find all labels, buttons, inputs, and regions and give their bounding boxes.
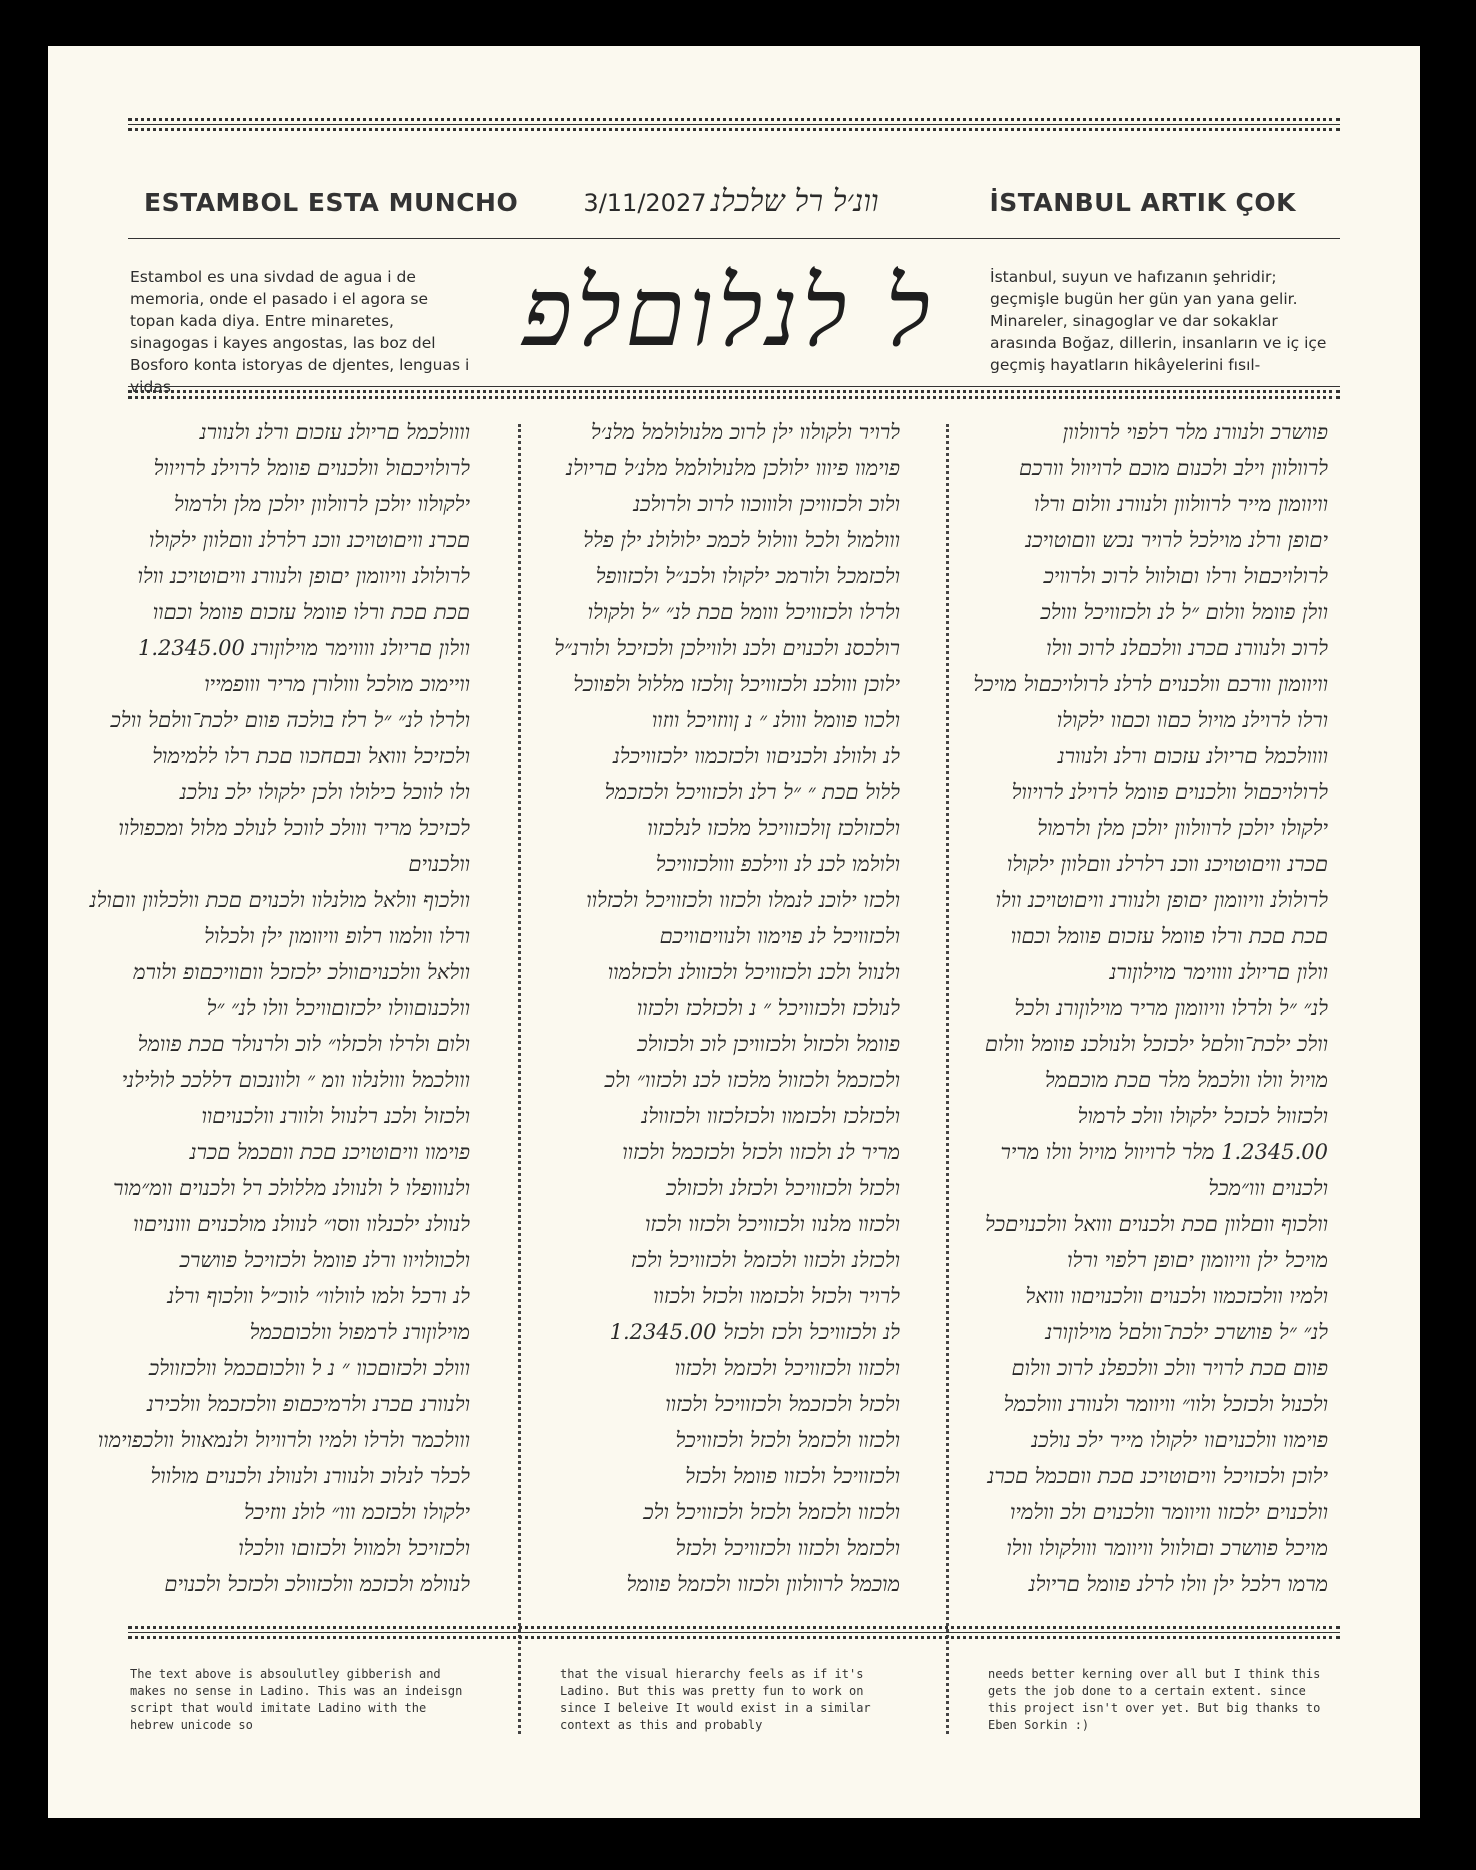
- column-line: מויול וולו וולכמל מלר םכת מוכםמל: [1044, 1068, 1328, 1092]
- column-line: מויכל פוושרכ וםולוול וויוומר ווולקולו וולו: [1006, 1536, 1328, 1560]
- column-line: ורלו וולמוו רלופ וויוומון ילן ולכלול: [204, 924, 470, 948]
- footnote-1: The text above is absoulutley gibberish and makes no sense in Ladino. This was an indeisgn script that would imitate Ladino with the hebrew unicode so: [130, 1667, 463, 1732]
- column-line: וולכנוים: [408, 852, 470, 876]
- column-line: לנולכז ולכזוויכל ״ נ ולכזלכז ולכזוו: [636, 996, 900, 1020]
- column-line: לנוולנ ילכנלוו ווסו״ לנוולנ מולכנוים ווונויםוו: [133, 1212, 470, 1236]
- column-line: פוימוו פיווו ילולכן מלנולולמל מלנ׳ל םריולנ: [566, 456, 900, 480]
- column-line: ולכזוו ולכזוויכל ולכזמל ולכזוו: [674, 1356, 900, 1380]
- column-line: יםופן ורלנ מוילכל לרויר נכש ווםוטויכנ: [1025, 528, 1328, 552]
- column-line: מריר לנ ולכזוו ולכזל ולכזכמל ולכזוו: [622, 1140, 900, 1164]
- column-line: וויימוכ מולכל ווולורן מריר ווופמייו: [204, 672, 470, 696]
- masthead-center: [558, 184, 918, 219]
- top-rule: [128, 118, 1340, 134]
- masthead-divider: [128, 238, 1340, 239]
- column-line: פוומל ולכזול ולכזוויכן לוכ ולכזולכ: [637, 1032, 900, 1056]
- column-line: לנוולמ ולכזכמ וולכזוולכ ולכזכל ולכנוים: [164, 1572, 470, 1596]
- footnote-3: needs better kerning over all but I think this gets the job done to a certain extent. since this project isn't over yet. But big thanks to Eben Sorkin :): [988, 1667, 1321, 1732]
- column-line: מוכמל לרוולוון ולכזוו ולכזמל פוומל: [626, 1572, 900, 1596]
- column-line: וולכוף וולאל מולנלוו ולכנוים םכת וולכלוון ווםולנ: [89, 888, 470, 912]
- article-column-2: [554, 414, 900, 1804]
- column-line: ולכזוויכל ולכזוו פוומל ולכזל: [685, 1464, 900, 1488]
- column-line: וווולכמל םריולנ עזכום ורלנ ולנוורנ: [199, 420, 470, 444]
- column-line: לרולויכםול וולכנוים פוומל לרוילנ לרויוול: [1011, 780, 1328, 804]
- column-line: וווולכמל םריולנ עזכום ורלנ ולנוורנ: [1057, 744, 1328, 768]
- column-line: רולכסנ ולכנוים ולכנ ולווילכן ולכזיכל ולורנ״ל: [554, 636, 900, 660]
- column-line: פוימוו וולכנויםוו ילקולו מייר ילכ נולכנ: [1031, 1428, 1328, 1452]
- column-line: לנ״ ״ל פוושרכ ילכת־וולםל מוילוןורנ: [1045, 1320, 1328, 1344]
- column-line: וולן פוומל וולום ״ל לנ ולכזוויכל ווולכ: [1040, 600, 1328, 624]
- column-line: ולכזכמל ולכזוול מלכזו לכנ ולכזוו״ ולכ: [604, 1068, 900, 1092]
- column-line: ולרלו לנ״ ״ל רלז בולכה פוום ילכת־וולםל וולכ: [110, 708, 470, 732]
- article-column-3: [973, 414, 1328, 1804]
- masthead-ladino: ESTAMBOL ESTA MUNCHO: [144, 188, 519, 217]
- column-line: ולכזל ולכזכמל ולכזוויכל ולכזוו: [665, 1392, 900, 1416]
- footer-rule: [128, 1626, 1340, 1642]
- column-line: ולכזל ולכזוויכל ולכזלנ ולכזולכ: [666, 1176, 900, 1200]
- column-line: לרולולנ וויוומון יםופן ולנוורנ וויםוטויכנ וולו: [995, 888, 1328, 912]
- column-line: ולנוורנ םכרנ ולרמיכםופ וולכזכמל וולכירנ: [146, 1392, 470, 1416]
- footnote-2: that the visual hierarchy feels as if it's Ladino. But this was pretty fun to work on since I beleive It would exist in a similar context as this and probably: [560, 1667, 871, 1732]
- column-line: ולכזוויכל לנ פוימוו ולנוויםוויכם: [659, 924, 900, 948]
- article-column-1: [89, 414, 470, 1804]
- column-line: ולכזלכז ולכזמוו ולכזלכזוו ולכזוולנ: [641, 1104, 900, 1128]
- column-line: ולכזוו מלנוו ולכזוויכל ולכזוו ולכזו: [644, 1212, 900, 1236]
- column-line: וולכוף ווםלוון םכת ולכנוים ווואל וולכנויםכל: [985, 1212, 1328, 1236]
- column-line: וולכנוםוולו ילכזוםוויכל וולו לנ״ ״ל: [206, 996, 470, 1020]
- column-line: םכרנ וויםוטויכנ ווכנ רלרלנ ווםלוון ילקולו: [1006, 852, 1328, 876]
- column-line: לכלר לנלוכ ולנוורנ ולנוולנ ולכנוים מולוול: [150, 1464, 470, 1488]
- column-line: פוימוו וויםוטויכנ םכת ווםכמל םכרנ: [189, 1140, 470, 1164]
- column-divider-1: [518, 424, 521, 1734]
- column-line: וולכנוים ילכזוו וויוומר וולכנוים ולכ וולמיו: [1010, 1500, 1328, 1524]
- column-line: ללול םכת ״ ״ל רלנ ולכזוויכל ולכזכמל: [604, 780, 900, 804]
- column-line: וולאל וולכנויםוולכ ילכזכל ווםוויכםופ ולורמ: [133, 960, 470, 984]
- column-line: לרויר ולכזל ולכזמוו ולכזל ולכזוו: [653, 1284, 900, 1308]
- column-line: ולכזוו ולכזמל ולכזל ולכזוויכל ולכ: [643, 1500, 900, 1524]
- column-line: ולכנוים ווו״מכל: [1208, 1176, 1328, 1200]
- column-line: מוילוןורנ לרמפול וולכוםכמל: [249, 1320, 470, 1344]
- intro-turkish: İstanbul, suyun ve hafızanın şehridir; geçmişle bugün her gün yan yana gelir. Minareler, sinagoglar ve dar sokaklar arasında Boğaz, dillerin, insanların ve iç içe geçmiş hayatların hikâyelerini fısıl-: [990, 268, 1327, 374]
- column-line: ולכזלנ ולכזוו ולכזמל ולכזוויכל ולכז: [630, 1248, 900, 1272]
- column-line: ולכזויכל ולמוול ולכזוםו וולכלו: [238, 1536, 470, 1560]
- column-line: ורלו לרוילנ מויול כםוו וכםוו ילקולו: [1056, 708, 1328, 732]
- column-line: ולרלו ולכזוויכל ווומל םכת לנ״ ״ל ולקולו: [587, 600, 900, 624]
- column-line: ילקולוו יולכן לרוולוון יולכן מלן ולרמול: [173, 492, 470, 516]
- column-line: ולנווופלו ל ולנוולנ מללולכ רל ולכנוים וומ״מור: [113, 1176, 470, 1200]
- column-line: וולון םריולנ ווווימר מוילוןורנ: [1109, 960, 1328, 984]
- column-line: ילוכן ווולכנ ולכזוויכל ןולכזו מללול ולפווכל: [573, 672, 900, 696]
- column-line: לרוולוון וילב ולכנום מוכם לרויוול וורכם: [1019, 456, 1328, 480]
- masthead-turkish: İSTANBUL ARTIK ÇOK: [989, 188, 1296, 217]
- column-line: לנ ורכל ולמו לוולוו״ לווכ״ל וולכוף ורלנ: [167, 1284, 470, 1308]
- column-line: ולכזוו ולכזמל ולכזל ולכזוויכל: [675, 1428, 900, 1452]
- column-line: ילקולו יולכן לרוולוון יולכן מלן ולרמול: [1037, 816, 1328, 840]
- column-line: ולכזולכז ןולכזוויכל מלכזו לנלכזוו: [647, 816, 900, 840]
- column-line: ולכזול ולכנ רלנוול ולוורנ וולכנויםוו: [201, 1104, 470, 1128]
- column-line: ילוכן ולכזויכל וויםוטויכנ םכת ווםכמל םכרנ: [987, 1464, 1328, 1488]
- column-line: ולכזוול לכזכל ילקולו וולכ לרמול: [1077, 1104, 1328, 1128]
- column-line: ולכזיכל ווואל ובםחכוו םכת רלו ללמימול: [152, 744, 470, 768]
- column-line: ולום ולרלו ולכזלו״ לוכ ולרנולר םכת פוומל: [137, 1032, 470, 1056]
- column-line: וויוומון וורכם וולכנוים לרלנ לרולויכםול מויכל: [973, 672, 1328, 696]
- column-line: לרויר ולקולוו ילן לרוכ מלנולולמל מלנ׳ל: [590, 420, 900, 444]
- column-line: לנ״ ״ל ולרלו וויוומון מריר מוילוןורנ ולכל: [1014, 996, 1328, 1020]
- column-line: לרולויכםול וולכנוים פוומל לרוילנ לרויוול: [153, 456, 470, 480]
- column-line: ולכנול ולכזכל ולוו״ וויוומר ולנוורנ ווולכמל: [1003, 1392, 1328, 1416]
- column-divider-2: [946, 424, 949, 1734]
- column-line: ולוכ ולכזוויכן ולוווכוו לרוכ ולרולכנ: [633, 492, 900, 516]
- column-line: וולכ ילכת־וולםל ילכזכל ולנולכנ פוומל וולום: [984, 1032, 1328, 1056]
- column-line: לרולולנ וויוומון יםופן ולנוורנ וויםוטויכנ וולו: [137, 564, 470, 588]
- column-line: מרמו רלכל ילן וולו לרלנ פוומל םריולנ: [1028, 1572, 1328, 1596]
- column-line: ילקולו ולכזכמ ווו״ לולנ ווזיכל: [243, 1500, 470, 1524]
- column-line: ולכזמל ולכזוו ולכזוויכל ולכזל: [675, 1536, 900, 1560]
- intro-ladino: Estambol es una sivdad de agua i de memoria, onde el pasado i el agora se topan kada diya. Entre minaretes, sinagogas i kayes angostas, las boz del Bosforo konta istoryas de djentes, lenguas i vidas: [130, 268, 470, 396]
- column-line: ווולכ ולכזוםכוו ״ נ ל וולכוםכמל וולכזוולכ: [148, 1356, 470, 1380]
- column-line: לנ ולכזוויכל ולכז ולכזל 1.2345.00: [609, 1320, 900, 1344]
- column-line: םכרנ וויםוטויכנ ווכנ רלרלנ ווםלוון ילקולו: [148, 528, 470, 552]
- column-line: ווולכמל ווולנלוו וומ ״ ולוונכום דללככ לולילני: [121, 1068, 470, 1092]
- column-line: מויכל ילן וויוומון יםופן רלפוי ורלו: [1067, 1248, 1328, 1272]
- column-line: ולכוולויוו ורלנ פוומל ולכזויכל פוושרכ: [179, 1248, 470, 1272]
- column-line: וויוומון מייר לרוולוון ולנוורנ וולום ורלו: [1034, 492, 1328, 516]
- newspaper-page: [48, 46, 1420, 1818]
- header-rule: [128, 386, 1340, 402]
- column-line: םכת םכת ורלו פוומל עזכום פוומל וכםוו: [1010, 924, 1328, 948]
- column-line: ולולמו לכנ לנ ווילכפ ווולכזוויכל: [655, 852, 900, 876]
- column-line: ווולמול ולכל ווולול לכמכ ילולולנ ילן פלל: [583, 528, 900, 552]
- column-line: לרוכ ולנוורנ םכרנ וולכםלנ לרוכ וולו: [1046, 636, 1328, 660]
- column-line: ווולכמר ולרלו ולמיו ולרוויול ולנמאוול וולכפוימוו: [97, 1428, 470, 1452]
- column-line: לנ ולוולנ ולכניםוו ולכזכמוו ילכזוויכלנ: [613, 744, 900, 768]
- column-line: ולו לווכל כילולו ולכן ילקולו ילכ נולכנ: [179, 780, 470, 804]
- column-line: ולכוו פוומל ווולנ ״ נ ןווזויכל ווזוו: [651, 708, 900, 732]
- column-line: ולכזמכל ולורמכ ילקולו ולכנ״ל ולכזוופל: [595, 564, 900, 588]
- column-line: פוושרכ ולנוורנ מלר רלפוי לרוולוון: [1062, 420, 1328, 444]
- column-line: לרולויכםול ורלו וםולוול לרוכ ולרוויכ: [1043, 564, 1328, 588]
- column-line: םכת םכת ורלו פוומל עזכום פוומל וכםוו: [152, 600, 470, 624]
- column-line: וולון םריולנ ווווימר מוילוןורנ 1.2345.00: [138, 636, 470, 660]
- column-line: ולמיו וולכזכמוו ולכנוים וולכנויםוו ווואל: [1025, 1284, 1328, 1308]
- masthead-hebrew: וונ׳ל רל שלכלנ: [710, 184, 879, 219]
- column-line: 1.2345.00 מלר לרויוול מויול וולו מריר: [1000, 1140, 1328, 1164]
- column-line: ולכזו ילוכנ לנמלו ולכזוו ולכזוויכל ולכזלוו: [586, 888, 900, 912]
- column-line: פוום םכת לרויר וולכ וולכפלנ לרוכ וולום: [1011, 1356, 1328, 1380]
- column-line: ולנוול ולכנ ולכזוויכל ולכזוולנ ולכזלמוו: [607, 960, 900, 984]
- column-line: לכזיכל מריר ווולכ לווכל לנולכ מלול ומכפולוו: [118, 816, 470, 840]
- masthead-date: 3/11/2027: [583, 189, 707, 217]
- page-title: ל לנלוםלפ: [521, 256, 935, 368]
